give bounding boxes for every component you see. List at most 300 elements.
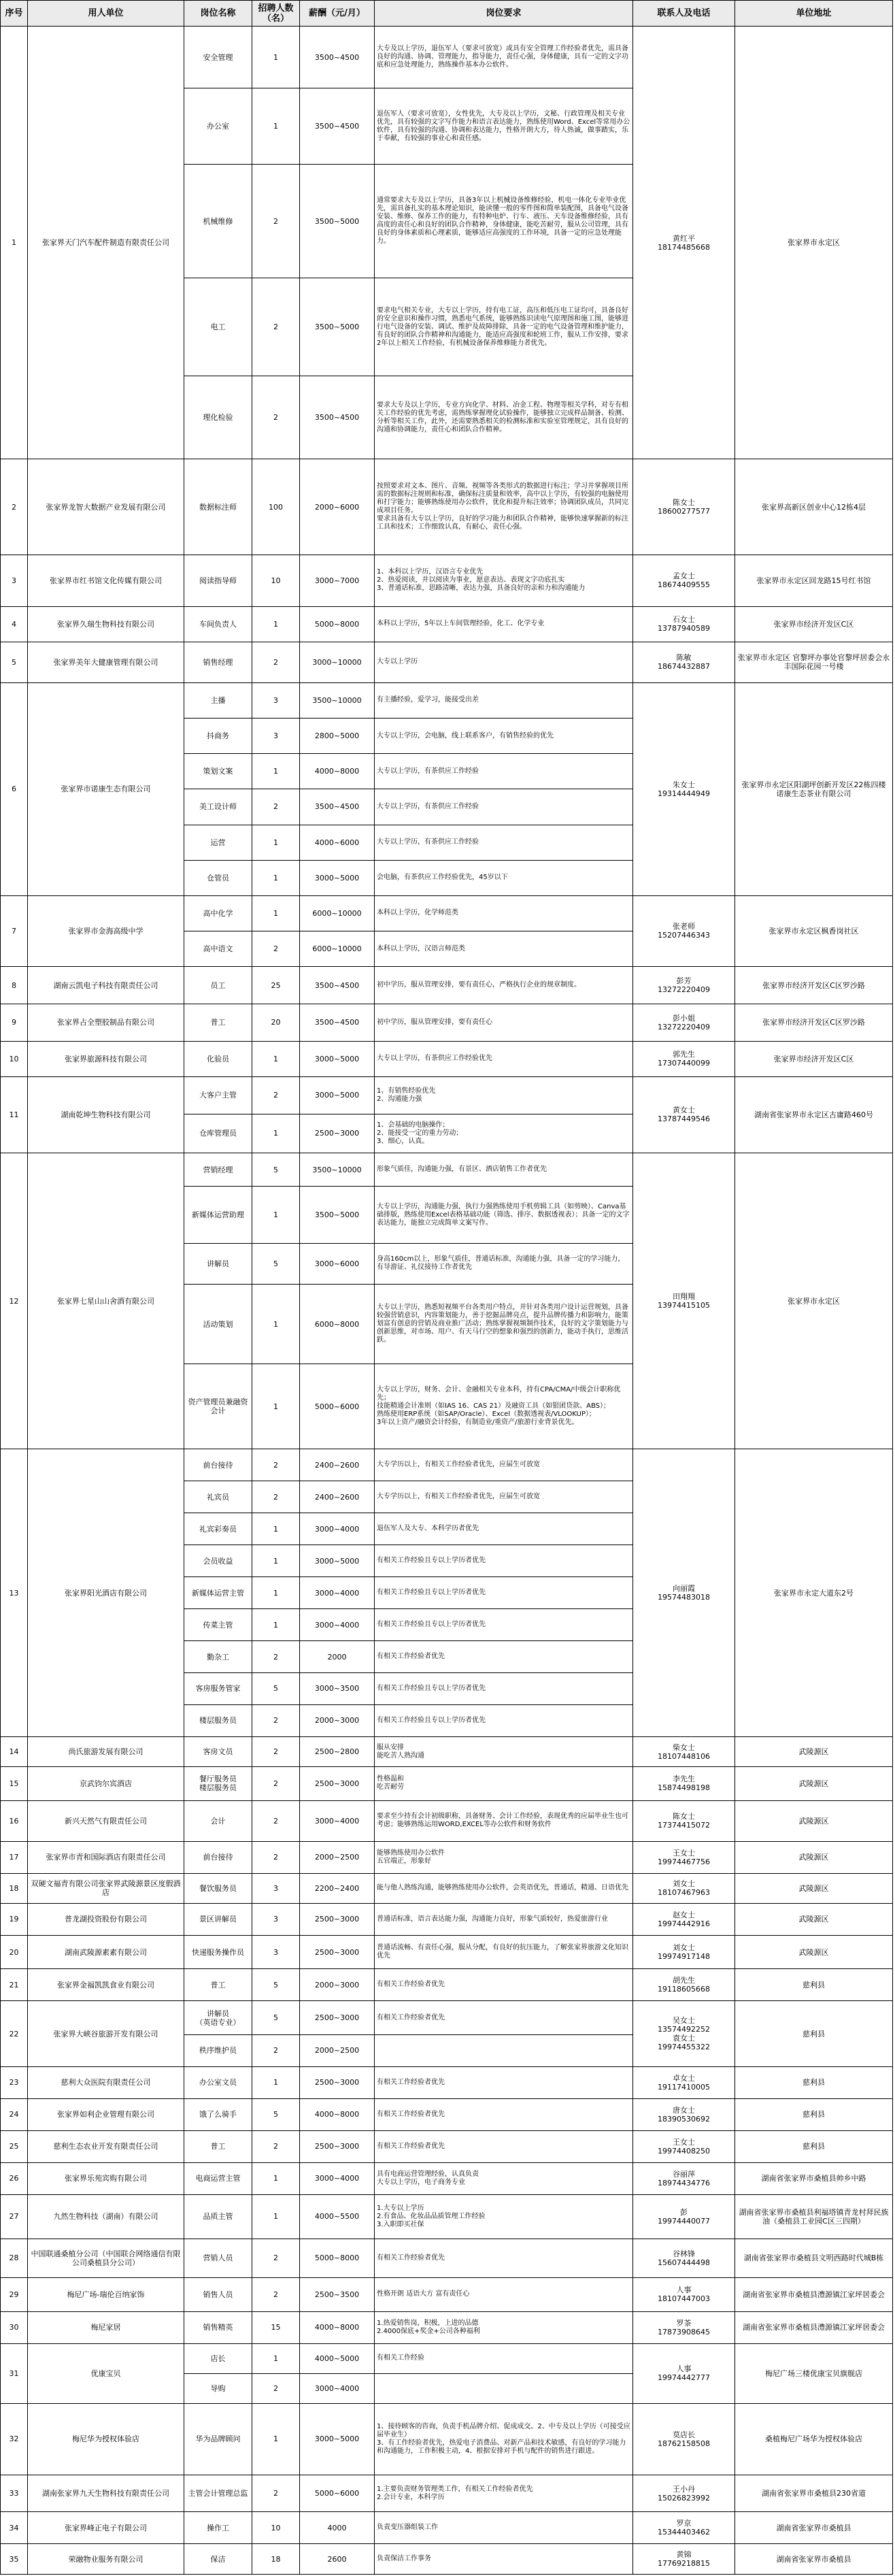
header-company: 用人单位: [28, 1, 184, 27]
row-number: 16: [1, 1800, 28, 1841]
position-name: 机械维修: [184, 165, 252, 278]
header-salary: 薪酬（元/月）: [300, 1, 375, 27]
contact-info: 罗京 15344403462: [633, 2512, 735, 2544]
table-row: [1, 1903, 893, 1935]
position-name: 餐厅服务员 楼层服务员: [184, 1767, 252, 1801]
position-name: 运营: [184, 825, 252, 860]
table-row: [1, 2404, 893, 2475]
requirements: 负责变压器组装工作: [375, 2512, 633, 2544]
headcount: 1: [252, 860, 300, 895]
headcount: 1: [252, 2194, 300, 2239]
headcount: 2: [252, 1481, 300, 1513]
headcount: 1: [252, 88, 300, 165]
requirements: 有相关工作经验者优先: [375, 2239, 633, 2277]
requirements: 有相关工作经验者优先: [375, 1969, 633, 2001]
company-address: 武陵源区: [735, 1800, 893, 1841]
salary: 3000~4000: [300, 1513, 375, 1545]
header-row: [1, 1, 893, 27]
contact-info: 谷林锋 15607444498: [633, 2239, 735, 2277]
salary: 2500~3000: [300, 1935, 375, 1969]
headcount: 10: [252, 555, 300, 607]
contact-info: 王小丹 15026823992: [633, 2475, 735, 2512]
salary: 5000~8000: [300, 606, 375, 642]
headcount: 25: [252, 967, 300, 1004]
requirements: 大专以上学历，有茶供应工作经验: [375, 825, 633, 860]
company-name: 张家界占全塑胶制品有限公司: [28, 1004, 184, 1041]
company-address: 张家界市永定区: [735, 27, 893, 459]
header-position: 岗位名称: [184, 1, 252, 27]
company-name: 尚氏旅游发展有限公司: [28, 1736, 184, 1766]
requirements: 负责保洁工作事务: [375, 2544, 633, 2575]
requirements: 会电脑，有茶供应工作经验优先，45岁以下: [375, 860, 633, 895]
requirements: 要求电气相关专业，大专以上学历，持有电工证，高压和低压电工证均可，具备良好的安全意识和操作习惯，熟悉电气系统，能够熟练识读电气原理图和施工图，能够进行电气设备的安装、调试、维护及故障排除，具备一定的电气设备管理和维护能力，有良好的团队合作精神和沟通能力，能适应高强度和轮班工作，服从工作安排，要求2年以上相关工作经验，有机械设备保养维修能力者优先。: [375, 278, 633, 376]
headcount: 2: [252, 1704, 300, 1736]
position-name: 前台接待: [184, 1449, 252, 1481]
requirements: 1.大专以上学历 2.有食品、化妆品品质管理工作经验 3.入职即买社保: [375, 2194, 633, 2239]
requirements: 服从安排 能吃苦人熟沟通: [375, 1736, 633, 1766]
requirements: 有相关工作经验: [375, 2343, 633, 2373]
position-name: 餐饮服务员: [184, 1873, 252, 1903]
salary: 3000~5000: [300, 860, 375, 895]
salary: 3500~5000: [300, 278, 375, 376]
headcount: 2: [252, 1767, 300, 1801]
position-name: 策划文案: [184, 754, 252, 789]
table-row: [1, 895, 893, 931]
salary: 3500~4500: [300, 1004, 375, 1041]
salary: 2800~5000: [300, 719, 375, 754]
company-address: 武陵源区: [735, 1903, 893, 1935]
company-address: 湖南省张家界市桑植县澧源镇江家坪居委会: [735, 2278, 893, 2312]
position-name: 大客户主管: [184, 1076, 252, 1114]
requirements: 有相关工作经验者优先: [375, 2130, 633, 2162]
company-name: 张家界龙智大数据产业发展有限公司: [28, 459, 184, 555]
headcount: 5: [252, 1969, 300, 2001]
position-name: 导购: [184, 2373, 252, 2403]
headcount: 2: [252, 1736, 300, 1766]
position-name: 秩序维护员: [184, 2034, 252, 2066]
position-name: 阅读指导师: [184, 555, 252, 607]
headcount: 1: [252, 1364, 300, 1449]
row-number: 34: [1, 2512, 28, 2544]
table-row: [1, 27, 893, 88]
table-row: [1, 967, 893, 1004]
headcount: 2: [252, 2278, 300, 2312]
contact-info: 刘女士 18107467963: [633, 1873, 735, 1903]
position-name: 办公室: [184, 88, 252, 165]
salary: 5000~8000: [300, 2239, 375, 2277]
contact-info: 赵女士 19974442916: [633, 1903, 735, 1935]
salary: 5000~6000: [300, 2475, 375, 2512]
row-number: 28: [1, 2239, 28, 2277]
company-name: 张家界市诺康生态有限公司: [28, 682, 184, 895]
row-number: 15: [1, 1767, 28, 1801]
company-name: 湖南张家界九天生物科技有限责任公司: [28, 2475, 184, 2512]
salary: 3500~4500: [300, 88, 375, 165]
requirements: 本科以上学历，汉语言师范类: [375, 931, 633, 966]
company-address: 梅尼广场三楼优康宝贝旗舰店: [735, 2343, 893, 2404]
company-address: 慈利县: [735, 2130, 893, 2162]
table-row: [1, 2311, 893, 2343]
requirements: 1、本科以上学历，汉语言专业优先 2、热爱阅读，并以阅读为事业，愿意表达、表现文字功底扎实 3、普通话标准，思路清晰，表达力强，具备良好的亲和力和沟通能力: [375, 555, 633, 607]
salary: 2400~2600: [300, 1481, 375, 1513]
company-address: 湖南省张家界市永定区古庸路460号: [735, 1076, 893, 1153]
salary: 2400~2600: [300, 1449, 375, 1481]
contact-info: 唐女士 18390530692: [633, 2098, 735, 2130]
contact-info: 石女士 13787940589: [633, 606, 735, 642]
company-name: 张家界乐苑宾购有限公司: [28, 2162, 184, 2194]
position-name: 主播: [184, 682, 252, 718]
company-name: 湖南乾坤生物科技有限公司: [28, 1076, 184, 1153]
position-name: 客房服务管家: [184, 1672, 252, 1704]
row-number: 33: [1, 2475, 28, 2512]
headcount: 2: [252, 376, 300, 459]
row-number: 30: [1, 2311, 28, 2343]
position-name: 勤杂工: [184, 1641, 252, 1673]
requirements: 具有电商运营管理经验，认真负责 大专以上学历，电子商务专业: [375, 2162, 633, 2194]
headcount: 2: [252, 1641, 300, 1673]
salary: 3500~5000: [300, 1187, 375, 1243]
table-row: [1, 2001, 893, 2035]
contact-info: 朱女士 19314444949: [633, 682, 735, 895]
position-name: 普工: [184, 1004, 252, 1041]
requirements: 大专及以上学历，退伍军人（要求可放宽）或具有安全管理工作经验者优先，需具备良好的沟通、协调、管理能力，指导能力，责任心强，身体健康，具有一定的文字功底和应急处理能力，熟练操作基本办公软件。: [375, 27, 633, 88]
table-row: [1, 1041, 893, 1076]
company-name: 张家界天门汽车配件制造有限责任公司: [28, 27, 184, 459]
row-number: 18: [1, 1873, 28, 1903]
headcount: 1: [252, 1513, 300, 1545]
table-row: [1, 1969, 893, 2001]
salary: 3000~4000: [300, 1800, 375, 1841]
table-row: [1, 1841, 893, 1873]
position-name: 会员收益: [184, 1545, 252, 1577]
headcount: 3: [252, 682, 300, 718]
company-address: 慈利县: [735, 1969, 893, 2001]
salary: 4000~8000: [300, 2311, 375, 2343]
contact-info: 陈女士 17374415072: [633, 1800, 735, 1841]
headcount: 1: [252, 1609, 300, 1641]
position-name: 主管会计管理总监: [184, 2475, 252, 2512]
row-number: 5: [1, 642, 28, 682]
position-name: 楼层服务员: [184, 1704, 252, 1736]
contact-info: 田翔翔 13974415105: [633, 1153, 735, 1449]
salary: 5000~6000: [300, 1364, 375, 1449]
table-row: [1, 1076, 893, 1114]
company-address: 武陵源区: [735, 1935, 893, 1969]
requirements: 普通话流畅、有责任心强，服从分配，有良好的抗压能力，了解张家界旅游文化知识优先: [375, 1935, 633, 1969]
salary: 6000~8000: [300, 1284, 375, 1364]
row-number: 11: [1, 1076, 28, 1153]
row-number: 24: [1, 2098, 28, 2130]
table-row: [1, 2512, 893, 2544]
row-number: 12: [1, 1153, 28, 1449]
table-row: [1, 2194, 893, 2239]
salary: 3500~4500: [300, 376, 375, 459]
position-name: 礼宾彩奏员: [184, 1513, 252, 1545]
salary: 6000~10000: [300, 895, 375, 931]
company-address: 武陵源区: [735, 1873, 893, 1903]
position-name: 营销经理: [184, 1153, 252, 1187]
requirements: [375, 2034, 633, 2066]
headcount: 1: [252, 1041, 300, 1076]
contact-info: 黄女士 13787449546: [633, 1076, 735, 1153]
position-name: 仓库管理员: [184, 1114, 252, 1153]
requirements: 初中学历，服从管理安排，要有责任心: [375, 1004, 633, 1041]
contact-info: 黄锦 17769218815: [633, 2544, 735, 2575]
position-name: 传菜主管: [184, 1609, 252, 1641]
company-name: 张家界美年大健康管理有限公司: [28, 642, 184, 682]
salary: 2500~3500: [300, 2278, 375, 2312]
company-address: 张家界市经济开发区C区: [735, 606, 893, 642]
requirements: 要求大专及以上学历，专业方向化学、材料、冶金工程、物理等相关学科，对专有相关工作经验的优先考虑，需熟练掌握理化试验操作，能够独立完成样品制备、检测、分析等相关工作，此外，还需要熟悉相关的检测标准和实验室管理规定，具有良好的沟通和协调能力，责任心和团队合作精神。: [375, 376, 633, 459]
table-row: [1, 1873, 893, 1903]
headcount: 15: [252, 2311, 300, 2343]
requirements: 有主播经验，爱学习，能接受出差: [375, 682, 633, 718]
table-row: [1, 1449, 893, 1481]
position-name: 销售经理: [184, 642, 252, 682]
requirements: 大专学历以上，有相关工作经验者优先，应届生可放宽: [375, 1449, 633, 1481]
company-name: 张家界七星山山舍酒有限公司: [28, 1153, 184, 1449]
company-name: 张家界市红书馆文化传媒有限公司: [28, 555, 184, 607]
requirements: 按照要求对文本、图片、音频、视频等各类形式的数据进行标注；学习并掌握项目所需的数据标注规则和标准，确保标注质量和效率，高中以上学历，有较强的电脑使用和打字能力；能够熟练使用办公软件，优化和提升标注效率；协调团队成员，共同完成项目任务。 要求具备有大专以上学历，良好的学习能力和团队合作精神，能够快速掌握新的标注工具和技术；工作细致认真，有耐心，责任心强。: [375, 459, 633, 555]
company-name: 张家界峰正电子有限公司: [28, 2512, 184, 2544]
company-name: 张家界如利企业管理有限公司: [28, 2098, 184, 2130]
company-address: 湖南省张家界市桑植县利福塔镇青龙村拜民族油（桑植县工业园C区三四期）: [735, 2194, 893, 2239]
row-number: 35: [1, 2544, 28, 2575]
headcount: 1: [252, 1284, 300, 1364]
position-name: 新媒体运营助理: [184, 1187, 252, 1243]
company-address: 湖南省张家界市桑植县澧源镇江家坪居委会: [735, 2311, 893, 2343]
table-row: [1, 1800, 893, 1841]
salary: 2000~3000: [300, 1969, 375, 2001]
position-name: 数据标注师: [184, 459, 252, 555]
requirements: 形象气质佳，沟通能力强，有景区、酒店销售工作者优先: [375, 1153, 633, 1187]
company-name: 普龙湖投资股份有限公司: [28, 1903, 184, 1935]
requirements: 有相关工作经验且专以上学历者优先: [375, 1672, 633, 1704]
requirements: 1.主要负责财务管理类工作，有相关工作经验者优先 2.会计专业，本科学历: [375, 2475, 633, 2512]
company-name: 湖南云凯电子科技有限责任公司: [28, 967, 184, 1004]
salary: 2500~3000: [300, 1903, 375, 1935]
requirements: 大专以上学历，有茶供应工作经验: [375, 789, 633, 825]
salary: 2500~2800: [300, 1736, 375, 1766]
salary: 3000~4000: [300, 2162, 375, 2194]
position-name: 员工: [184, 967, 252, 1004]
contact-info: 陈敏 18674432887: [633, 642, 735, 682]
position-name: 资产管理员兼融资会计: [184, 1364, 252, 1449]
contact-info: 李先生 15874498198: [633, 1767, 735, 1801]
company-name: 新兴天然气有限责任公司: [28, 1800, 184, 1841]
company-address: 张家界市永定区回龙路15号红书馆: [735, 555, 893, 607]
requirements: [375, 2373, 633, 2403]
company-address: 武陵源区: [735, 1841, 893, 1873]
position-name: 操作工: [184, 2512, 252, 2544]
contact-info: 彭 19974440077: [633, 2194, 735, 2239]
salary: 2600: [300, 2544, 375, 2575]
salary: 3000~7000: [300, 555, 375, 607]
requirements: 1.热爱销售岗，积极，上进的品德 2.4000保底+奖金+公司各种福利: [375, 2311, 633, 2343]
salary: 4000: [300, 2512, 375, 2544]
headcount: 1: [252, 1545, 300, 1577]
headcount: 1: [252, 2162, 300, 2194]
table-row: [1, 2544, 893, 2575]
salary: 3500~4500: [300, 967, 375, 1004]
salary: 3000~6000: [300, 1243, 375, 1284]
row-number: 13: [1, 1449, 28, 1736]
contact-info: 张老师 15207446343: [633, 895, 735, 966]
company-address: 湖南省张家界市桑植县帅乡中路: [735, 2162, 893, 2194]
headcount: 18: [252, 2544, 300, 2575]
headcount: 1: [252, 895, 300, 931]
contact-info: 人事 19974442777: [633, 2343, 735, 2404]
row-number: 8: [1, 967, 28, 1004]
position-name: 会计: [184, 1800, 252, 1841]
position-name: 电商运营主管: [184, 2162, 252, 2194]
headcount: 20: [252, 1004, 300, 1041]
headcount: 2: [252, 1076, 300, 1114]
requirements: 本科以上学历，5年以上车间管理经验，化工、化学专业: [375, 606, 633, 642]
position-name: 讲解员 （英语专业）: [184, 2001, 252, 2035]
position-name: 快递服务操作员: [184, 1935, 252, 1969]
contact-info: 柴女士 18107448106: [633, 1736, 735, 1766]
requirements: 能够熟练使用办公软件 五官端正，形象好: [375, 1841, 633, 1873]
contact-info: 向丽霞 19574483018: [633, 1449, 735, 1736]
contact-info: 陈女士 18600277577: [633, 459, 735, 555]
requirements: 要求至少持有会计初级职称，具备财务、会计工作经验，表现优秀的应届毕业生也可考虑；能够熟练运用WORD,EXCEL等办公软件和财务软件: [375, 1800, 633, 1841]
headcount: 1: [252, 2404, 300, 2475]
contact-info: 吴女士 13574492252 袁女士 19974455322: [633, 2001, 735, 2066]
position-name: 车间负责人: [184, 606, 252, 642]
headcount: 2: [252, 2034, 300, 2066]
position-name: 礼宾员: [184, 1481, 252, 1513]
company-address: 武陵源区: [735, 1736, 893, 1766]
salary: 2500~3000: [300, 2130, 375, 2162]
headcount: 2: [252, 2130, 300, 2162]
row-number: 32: [1, 2404, 28, 2475]
row-number: 25: [1, 2130, 28, 2162]
company-address: 武陵源区: [735, 1767, 893, 1801]
requirements: 有相关工作经验者优先: [375, 1641, 633, 1673]
header-address: 单位地址: [735, 1, 893, 27]
requirements: 大专学历以上，有相关工作经验者优先，应届生可放宽: [375, 1481, 633, 1513]
table-row: [1, 1935, 893, 1969]
header-requirements: 岗位要求: [375, 1, 633, 27]
contact-info: 谷丽萍 18974434776: [633, 2162, 735, 2194]
company-address: 张家界市经济开发区C区: [735, 1041, 893, 1076]
headcount: 2: [252, 1800, 300, 1841]
company-address: 张家界市永定区 官黎坪办事处官黎坪居委会永丰国际花园一号楼: [735, 642, 893, 682]
contact-info: 卓女士 19117410005: [633, 2066, 735, 2098]
row-number: 22: [1, 2001, 28, 2066]
headcount: 1: [252, 825, 300, 860]
company-name: 京武钧尔宾酒店: [28, 1767, 184, 1801]
requirements: 大专以上学历，会电脑，线上联系客户，有销售经验的优先: [375, 719, 633, 754]
requirements: 性格温和 吃苦耐劳: [375, 1767, 633, 1801]
salary: 3500~10000: [300, 682, 375, 718]
contact-info: 罗茶 17873908645: [633, 2311, 735, 2343]
company-name: 梅尼广场-瑞伦百纳家饰: [28, 2278, 184, 2312]
table-row: [1, 2475, 893, 2512]
headcount: 5: [252, 1243, 300, 1284]
headcount: 2: [252, 1449, 300, 1481]
headcount: 1: [252, 1577, 300, 1609]
row-number: 10: [1, 1041, 28, 1076]
requirements: 能与他人熟练沟通，能够熟练使用办公软件，会英语优先，普通话，精通、日语优先: [375, 1873, 633, 1903]
requirements: 性格开朗 适语大方 富有责任心: [375, 2278, 633, 2312]
company-address: 湖南省张家界市桑植县: [735, 2544, 893, 2575]
company-address: 桑植梅尼广场华为授权体验店: [735, 2404, 893, 2475]
company-address: 张家界市经济开发区C区罗沙路: [735, 1004, 893, 1041]
headcount: 2: [252, 165, 300, 278]
salary: 4000~8000: [300, 754, 375, 789]
salary: 3000~4000: [300, 1609, 375, 1641]
headcount: 2: [252, 2373, 300, 2403]
row-number: 7: [1, 895, 28, 966]
company-address: 张家界高新区创业中心12栋4层: [735, 459, 893, 555]
requirements: 退伍军人及大专、本科学历者优先: [375, 1513, 633, 1545]
salary: 2000: [300, 1641, 375, 1673]
table-row: [1, 459, 893, 555]
company-name: 张家界金福凯凯食业有限公司: [28, 1969, 184, 2001]
requirements: 大专以上学历，有茶供应工作经验: [375, 754, 633, 789]
company-name: 张家界大峡谷旅游开发有限公司: [28, 2001, 184, 2066]
salary: 3000~5000: [300, 1076, 375, 1114]
position-name: 保洁: [184, 2544, 252, 2575]
table-row: [1, 2130, 893, 2162]
contact-info: 刘女士 19974917148: [633, 1935, 735, 1969]
company-name: 张家界阳光酒店有限公司: [28, 1449, 184, 1736]
row-number: 27: [1, 2194, 28, 2239]
row-number: 17: [1, 1841, 28, 1873]
header-contact: 联系人及电话: [633, 1, 735, 27]
headcount: 2: [252, 789, 300, 825]
row-number: 19: [1, 1903, 28, 1935]
salary: 2500~3000: [300, 1114, 375, 1153]
requirements: 1、接待顾客的咨询，负责手机品牌介绍、促成成交。2、中专及以上学历（可接受应届毕业生） 3、有工作经验者优先，热爱电子消费品、对新产品和技术敏感，有良好的学习能力和沟通能力，工作积极主动，4、根据安排对手机与配件的销售进行跟进。: [375, 2404, 633, 2475]
company-address: 湖南省张家界市桑植县230省道: [735, 2475, 893, 2512]
requirements: 通常要求大专及以上学历，具备3年以上机械设备维修经验，机电一体化专业毕业优先，需具备扎实的基本理论知识，能读懂一般的零件图和简单装配图，具备电气设备安装、维修、保养工作的能力，有特种电炉、行车、液压、天车设备维修经验，具有高度的责任心和良好的团队合作精神，身体健康，能吃苦耐劳，服从公司管理，具有良好的身体素质和心理素质，能够适应高强度的工作环境，具备一定的应急处理能力。: [375, 165, 633, 278]
contact-info: 胡先生 19118605668: [633, 1969, 735, 2001]
position-name: 销售精英: [184, 2311, 252, 2343]
requirements: 有相关工作经验者优先: [375, 2066, 633, 2098]
headcount: 2: [252, 1841, 300, 1873]
position-name: 品质主管: [184, 2194, 252, 2239]
position-name: 普工: [184, 1969, 252, 2001]
table-row: [1, 2239, 893, 2277]
salary: 2000~2500: [300, 2034, 375, 2066]
row-number: 2: [1, 459, 28, 555]
requirements: 大专以上学历: [375, 642, 633, 682]
table-row: [1, 1153, 893, 1187]
row-number: 20: [1, 1935, 28, 1969]
position-name: 讲解员: [184, 1243, 252, 1284]
table-body: [1, 27, 893, 2575]
position-name: 客房文员: [184, 1736, 252, 1766]
company-name: 慈利大众医院有限责任公司: [28, 2066, 184, 2098]
table-row: [1, 1736, 893, 1766]
salary: 3000~5000: [300, 2404, 375, 2475]
requirements: 1、会基础的电脑操作； 2、能接受一定的重力劳动； 3、细心，认真。: [375, 1114, 633, 1153]
requirements: 有相关工作经验且专以上学历者优先: [375, 1545, 633, 1577]
company-address: 张家界市经济开发区C区罗沙路: [735, 967, 893, 1004]
headcount: 5: [252, 2001, 300, 2035]
company-name: 张家界旅源科技有限公司: [28, 1041, 184, 1076]
contact-info: 王女士 19974408250: [633, 2130, 735, 2162]
headcount: 2: [252, 2475, 300, 2512]
position-name: 办公室文员: [184, 2066, 252, 2098]
headcount: 1: [252, 1187, 300, 1243]
requirements: 大专以上学历，有茶供应工作经验优先: [375, 1041, 633, 1076]
headcount: 2: [252, 278, 300, 376]
requirements: 大专以上学历，财务、会计、金融相关专业本科，持有CPA/CMA/中级会计职称优先； 技能精通会计准则（如IAS 16、CAS 21）及融资工具（如银团贷款、ABS）； 熟练使用ERP系统（如SAP/Oracle）、Excel（数据透视表/VLOOKUP）； 3年以上资产/融资会计经验，有制造业/重资产/旅游行业背景优先。: [375, 1364, 633, 1449]
